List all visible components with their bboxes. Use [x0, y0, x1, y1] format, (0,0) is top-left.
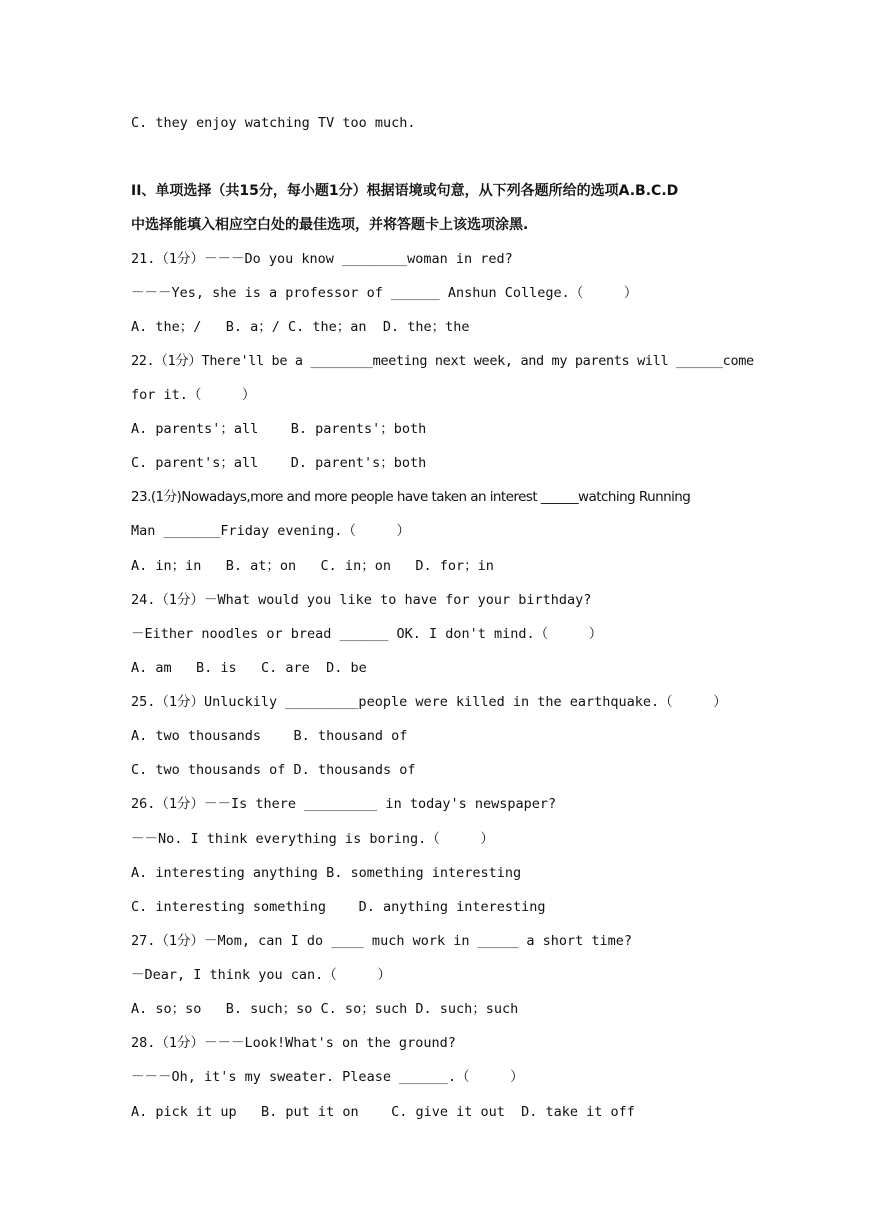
- question-22-options-2: C. parent's；all D. parent's；both: [131, 455, 427, 471]
- question-21: 21.（1分）－－－Do you know ________woman in red?: [131, 251, 513, 267]
- option-line-c-tv: C. they enjoy watching TV too much.: [131, 115, 416, 131]
- question-22: 22.（1分）There'll be a ________meeting next week, and my parents will ______come: [131, 353, 754, 369]
- question-28: 28.（1分）－－－Look!What's on the ground?: [131, 1035, 456, 1051]
- question-23-line-2: Man _______Friday evening.（ ）: [131, 523, 410, 539]
- question-24: 24.（1分）－What would you like to have for your birthday?: [131, 592, 592, 608]
- question-26: 26.（1分）－－Is there _________ in today's newspaper?: [131, 796, 557, 812]
- question-24-options: A. am B. is C. are D. be: [131, 660, 367, 676]
- question-28-line-2: －－－Oh, it's my sweater. Please ______.（ ）: [131, 1069, 524, 1085]
- question-28-options: A. pick it up B. put it on C. give it out D. take it off: [131, 1104, 635, 1120]
- question-25-options-2: C. two thousands of D. thousands of: [131, 762, 416, 778]
- question-22-line-2: for it.（ ）: [131, 387, 256, 403]
- question-27-line-2: －Dear, I think you can.（ ）: [131, 967, 391, 983]
- question-26-options-2: C. interesting something D. anything interesting: [131, 899, 546, 915]
- question-21-options: A. the；/ B. a；/ C. the；an D. the；the: [131, 319, 470, 335]
- question-25: 25.（1分）Unluckily _________people were killed in the earthquake.（ ）: [131, 694, 727, 710]
- question-23: 23.(1分)Nowadays,more and more people have taken an interest ______watching Running: [131, 489, 691, 505]
- question-26-options-1: A. interesting anything B. something interesting: [131, 865, 522, 881]
- question-21-line-2: －－－Yes, she is a professor of ______ Anshun College.（ ）: [131, 285, 638, 301]
- question-27: 27.（1分）－Mom, can I do ____ much work in _____ a short time?: [131, 933, 633, 949]
- question-22-options-1: A. parents'；all B. parents'；both: [131, 421, 427, 437]
- question-27-options: A. so；so B. such；so C. so；such D. such；such: [131, 1001, 519, 1017]
- section-heading-line-1: II、单项选择（共15分，每小题1分）根据语境或句意，从下列各题所给的选项A.B.C.D: [131, 183, 679, 199]
- question-24-line-2: －Either noodles or bread ______ OK. I don't mind.（ ）: [131, 626, 603, 642]
- question-26-line-2: －－No. I think everything is boring.（ ）: [131, 831, 494, 847]
- section-heading-line-2: 中选择能填入相应空白处的最佳选项，并将答题卡上该选项涂黑.: [131, 217, 529, 233]
- question-23-options: A. in；in B. at；on C. in；on D. for；in: [131, 558, 494, 574]
- question-25-options-1: A. two thousands B. thousand of: [131, 728, 408, 744]
